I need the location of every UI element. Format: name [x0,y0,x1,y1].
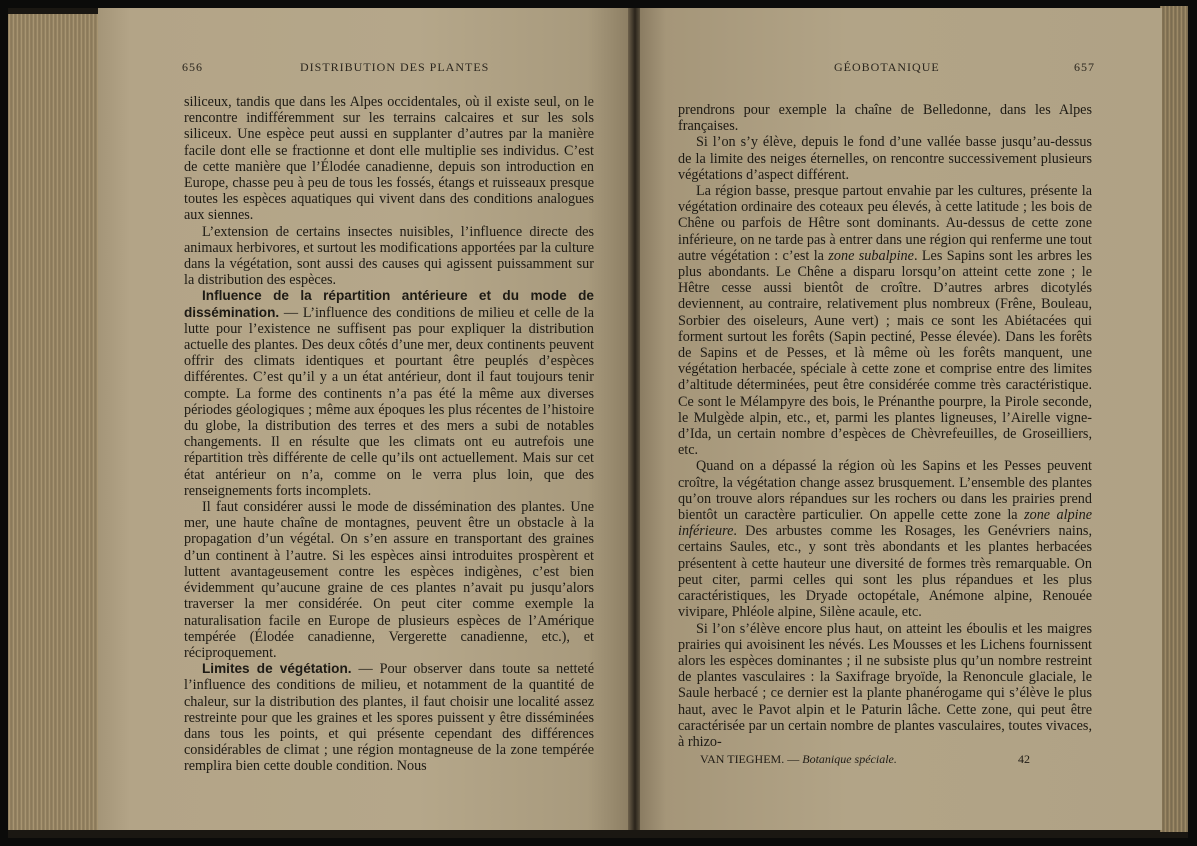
paragraph: La région basse, presque partout envahie par les cultures, présente la végétation ordinaire des coteaux peu élevés, à cette latitude ; les bois de Chêne ou parfois de Hêtre sont dominants. Au-dessus de cette zone inférieure, on ne tarde pas à entrer dans une région qui renferme une tout autre végétation : c’est la zone subalpine. Les Sapins sont les arbres les plus abondants. Le Chêne a disparu lorsqu’on atteint cette zone ; le Hêtre cesse aussi bientôt de croître. D’autres arbres dicotylés deviennent, au contraire, relativement plus nombreux (Frêne, Bouleau, Sorbier des oiseleurs, Aune vert) ; mais ce sont les Abiétacées qui forment surtout les forêts (Sapin pectiné, Pesse élevée). Dans les forêts de Sapins et de Pesses, et là même où les forêts manquent, une végétation herbacée, spéciale à cette zone et comprise entre des limites d’altitude déterminées, peut être considérée comme très caractéristique. Ce sont le Mélampyre des bois, le Prénanthe pourpre, la Pirole seconde, le Mulgède alpin, etc., et, parmi les plantes ligneuses, l’Airelle vigne-d’Ida, un certain nombre d’espèces de Chèvrefeuilles, de Groseilliers, etc. [678,183,1092,459]
paragraph: Si l’on s’élève encore plus haut, on atteint les éboulis et les maigres prairies qui avoisinent les névés. Les Mousses et les Lichens fournissent alors les espèces dominantes ; il ne subsiste plus qu’un nombre restreint de plantes vasculaires : la Saxifrage bryoïde, la Renoncule glaciale, le Saule herbacé ; ce dernier est la plante phanérogame qui s’élève le plus haut, avec le Pavot alpin et le Paturin lâche. Cette zone, qui peut être caractérisée par un certain nombre de plantes vasculaires, toutes vivaces, à rhizo- [678,620,1092,750]
paragraph: L’extension de certains insectes nuisibles, l’influence directe des animaux herbivores, et surtout les modifications apportées par la culture dans la végétation, sont aussi des causes qui agissent puissamment sur la distribution des espèces. [184,223,594,289]
right-body [678,102,1092,750]
paragraph: Quand on a dépassé la région où les Sapins et les Pesses peuvent croître, la végétation change assez brusquement. L’ensemble des plantes qu’on trouve alors répandues sur les rochers ou dans les prairies prend bientôt un caractère particulier. On appelle cette zone la zone alpine inférieure. Des arbustes comme les Rosages, les Genévriers nains, certains Saules, etc., y sont très abondants et les plantes herbacées présentent à cette hauteur une diversité de formes très remarquable. On peut citer, parmi celles qui sont les plus répandues et les plus caractéristiques, les Dryade octopétale, Anémone alpine, Renouée vivipare, Phléole alpine, Silène acaule, etc. [678,458,1093,621]
paragraph: prendrons pour exemple la chaîne de Belledonne, dans les Alpes françaises. [678,102,1092,135]
paragraph: siliceux, tandis que dans les Alpes occidentales, où il existe seul, on le rencontre indifféremment sur les terrains calcaires et sur les sols siliceux. Une espèce peut aussi en supplanter d’autres par la manière facile dont elle se fractionne et dont elle multiplie ses individus. C’est de cette manière que l’Élodée canadienne, depuis son introduction en Europe, chasse peu à peu de tous les fossés, étangs et ruisseaux presque toutes les espèces aquatiques qui vivent dans des conditions analogues aux siennes. [184,94,594,224]
page-edges-right [1160,6,1188,832]
paragraph: Limites de végétation. — Pour observer dans toute sa netteté l’influence des conditions de milieu, et notamment de la quantité de chaleur, sur la distribution des plantes, il faut choisir une localité assez restreinte pour que les graines et les spores puissent y être disséminées dans tous les points, et qui présente cependant des différences considérables de climat ; une région montagneuse de la zone tempérée remplira bien cette double condition. Nous [184,661,594,775]
paragraph: Il faut considérer aussi le mode de dissémination des plantes. Une mer, une haute chaîne de montagnes, peuvent être un obstacle à la propagation d’un végétal. On s’en assure en transportant des graines d’un continent à l’autre. Si les espèces ainsi introduites prospèrent et luttent avantageusement contre les espèces indigènes, c’est bien évidemment qu’aucune graine de ces plantes n’avait pu jusqu’alors traverser la mer considérée. On peut citer comme exemple la naturalisation facile en Europe de plusieurs espèces de l’Amérique tempérée (Élodée canadienne, Vergerette canadienne, etc.), et réciproquement. [184,499,594,661]
left-running-head: DISTRIBUTION DES PLANTES [300,60,490,74]
italic-term: zone alpine inférieure [678,507,1093,540]
section-heading: Influence de la répartition antérieure et du mode de dissémination. [184,288,594,320]
page-footer [700,752,1030,767]
left-page-number: 656 [182,60,203,74]
page-edges-left [8,14,100,830]
signature-mark: 42 [1018,752,1030,766]
paragraph: Influence de la répartition antérieure et du mode de dissémination. — L’influence des conditions de milieu et celle de la lutte pour l’existence ne suffisent pas pour expliquer la distribution actuelle des plantes. Des deux côtés d’une mer, deux continents peuvent offrir des climats identiques et pourtant être peuplés d’espèces différentes. C’est qu’il y a un état antérieur, dont il faut toujours tenir compte. La forme des continents n’a pas été la même aux diverses périodes géologiques ; même aux époques les plus récentes de l’histoire du globe, la distribution des terres et des mers a subi de notables changements. Il en résulte que les climats ont eu autrefois une répartition très différente de celle qu’ils ont actuellement. Mais sur cet état antérieur on n’a, comme on le verra plus loin, que des renseignements forts incomplets. [184,288,594,499]
italic-term: zone subalpine [828,247,914,264]
footer-author: VAN TIEGHEM. — [700,752,803,766]
left-body [184,94,594,775]
section-heading: Limites de végétation. [202,661,352,677]
right-running-head: GÉOBOTANIQUE [834,60,940,74]
paragraph: Si l’on s’y élève, depuis le fond d’une vallée basse jusqu’au-dessus de la limite des neiges éternelles, on rencontre successivement plusieurs végétations d’aspect différent. [678,134,1092,183]
right-page-number: 657 [1074,60,1095,74]
footer-title: Botanique spéciale. [802,752,897,766]
